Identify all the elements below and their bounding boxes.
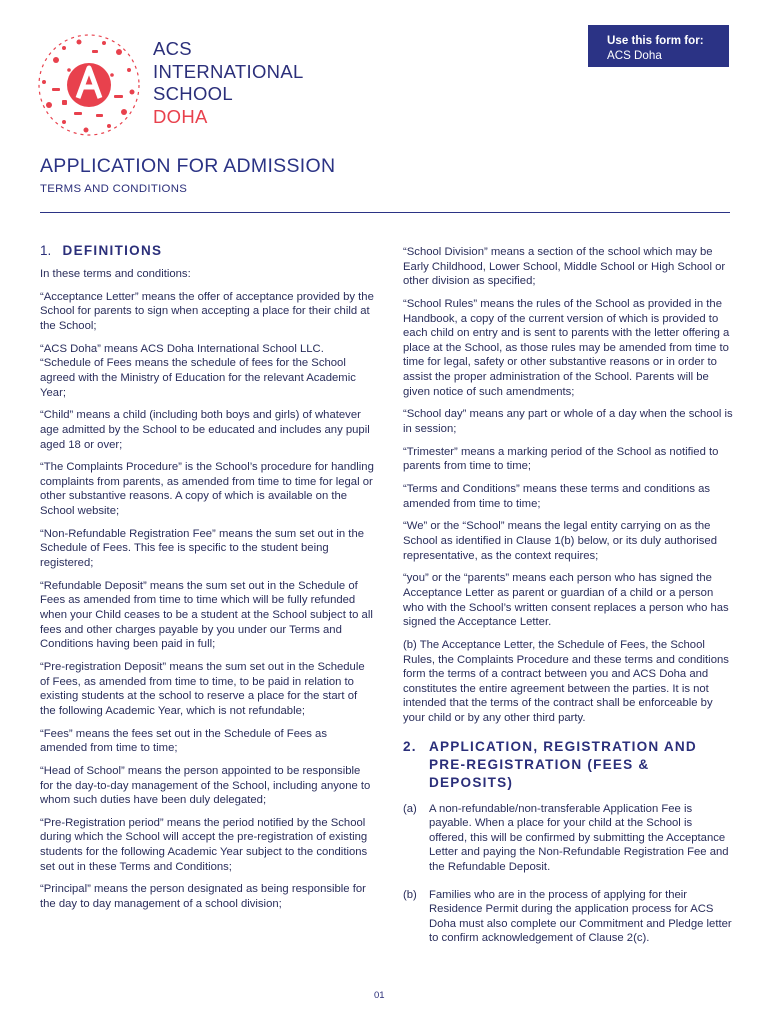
definition-paragraph: “School day” means any part or whole of a day when the school is in session; — [403, 408, 733, 435]
school-name-line: ACS — [153, 38, 192, 59]
use-form-value: ACS Doha — [607, 49, 662, 62]
definition-paragraph: “Acceptance Letter” means the offer of acceptance provided by the School for parents to sign when accepting a place for their child at the School; — [40, 290, 374, 332]
school-city: DOHA — [153, 105, 208, 127]
definition-paragraph: “you” or the “parents” means each person who has signed the Acceptance Letter as parent or guardian of a child or a person who with the School’s written consent replaces a person who has signed the Acceptance Letter. — [403, 572, 729, 629]
contract-paragraph: (b) The Acceptance Letter, the Schedule of Fees, the School Rules, the Complaints Procedure and these terms and conditions form the terms of a contract between you and ACS Doha and constitutes the entire agreement between the parties. It is not intended that the terms of the contract shall be enforceable by your child or by any other third party. — [403, 638, 729, 724]
divider — [40, 212, 730, 213]
page-title: APPLICATION FOR ADMISSION — [40, 155, 336, 177]
clause-text: Families who are in the process of applying for their Residence Permit during the application process for ACS Doha must also complete our Commitment and Pledge letter to confirm acknowledgement of Clause 2(c). — [429, 888, 732, 945]
section-number: 1. — [40, 243, 52, 258]
clause-text: A non-refundable/non-transferable Application Fee is payable. When a place for your child at the School is offered, this will be confirmed by submitting the Acceptance Letter and paying the Non-Refundable Registration Fee and the Refundable Deposit. — [429, 802, 729, 873]
acs-emblem-icon — [34, 30, 144, 140]
right-column — [403, 245, 733, 959]
definition-paragraph: “Principal” means the person designated as being responsible for the day to day management of a school division; — [40, 883, 366, 911]
definition-paragraph: “Trimester” means a marking period of the School as notified to parents from time to time; — [403, 445, 719, 473]
page-number: 01 — [374, 990, 385, 1001]
clause-item — [403, 802, 733, 875]
section-number: 2. — [403, 738, 417, 754]
school-name — [153, 38, 304, 128]
definition-paragraph: “School Rules” means the rules of the School as provided in the Handbook, a copy of the current version of which is provided to each child on entry and is sent to parents with the letter offering a place at the School, as those rules may be amended from time to time for legal, safety or other substantive reasons or in order to assist the proper administration of the School. Parents will be given notice of such amendments; — [403, 297, 730, 398]
clause-label: (b) — [403, 888, 417, 901]
section-title: DEFINITIONS — [62, 243, 163, 258]
definition-paragraph: “We” or the “School” means the legal entity carrying on as the School as identified in Clause 1(b) below, or its duly authorised representative, as the context requires; — [403, 520, 717, 562]
section-1-heading — [40, 244, 375, 262]
use-form-label: Use this form for: — [607, 34, 704, 47]
definition-paragraph: “Non-Refundable Registration Fee” means the sum set out in the Schedule of Fees. This fee is specific to the student being registered; — [40, 527, 365, 570]
definition-paragraph: “Refundable Deposit” means the sum set out in the Schedule of Fees as amended from time to time which will be fully refunded when your Child ceases to be a student at the School subject to all fees and other charges payable by you under our Terms and Conditions having been paid in full; — [40, 579, 373, 651]
definition-paragraph: “Pre-registration Deposit” means the sum set out in the Schedule of Fees, as amended from time to time, to be paid in relation to existing students at the school to reserve a place for the start of the following Academic Year, which is not refundable; — [40, 660, 365, 717]
definition-paragraph: “Child” means a child (including both boys and girls) of whatever age admitted by the School to be educated and includes any pupil aged 18 or over; — [40, 409, 370, 451]
definition-paragraph: “ACS Doha” means ACS Doha International School LLC. “Schedule of Fees means the schedule of fees for the School agreed with the Ministry of Education for the relevant Academic Year; — [40, 342, 356, 399]
left-column — [40, 244, 375, 920]
definitions-intro: In these terms and conditions: — [40, 268, 191, 280]
clause-label: (a) — [403, 802, 417, 815]
page-subtitle: TERMS AND CONDITIONS — [40, 183, 188, 195]
clause-item — [403, 888, 733, 946]
definition-paragraph: “The Complaints Procedure” is the School’s procedure for handling complaints from parents, as amended from time to time for legal or other substantive reasons. A copy of which is available on the School website; — [40, 461, 374, 518]
definition-paragraph: “Fees” means the fees set out in the Schedule of Fees as amended from time to time; — [40, 727, 327, 755]
section-2-heading — [403, 738, 733, 792]
school-logo — [34, 30, 144, 140]
section-title: APPLICATION, REGISTRATION AND PRE-REGISTRATION (FEES & DEPOSITS) — [429, 738, 697, 790]
definition-paragraph: “Pre-Registration period” means the period notified by the School during which the School will accept the pre-registration of existing students for the following Academic Year subject to the conditions set out in these Terms and Conditions; — [40, 816, 368, 873]
school-name-line: SCHOOL — [153, 83, 233, 104]
use-form-box — [588, 25, 729, 67]
school-name-line: INTERNATIONAL — [153, 60, 304, 82]
definition-paragraph: “Head of School” means the person appointed to be responsible for the day-to-day management of the School, including anyone to whom such duties have been duly delegated; — [40, 764, 371, 807]
definition-paragraph: “School Division” means a section of the school which may be Early Childhood, Lower School, Middle School or High School or other division as specified; — [403, 246, 726, 288]
definition-paragraph: “Terms and Conditions” means these terms and conditions as amended from time to time; — [403, 483, 711, 510]
